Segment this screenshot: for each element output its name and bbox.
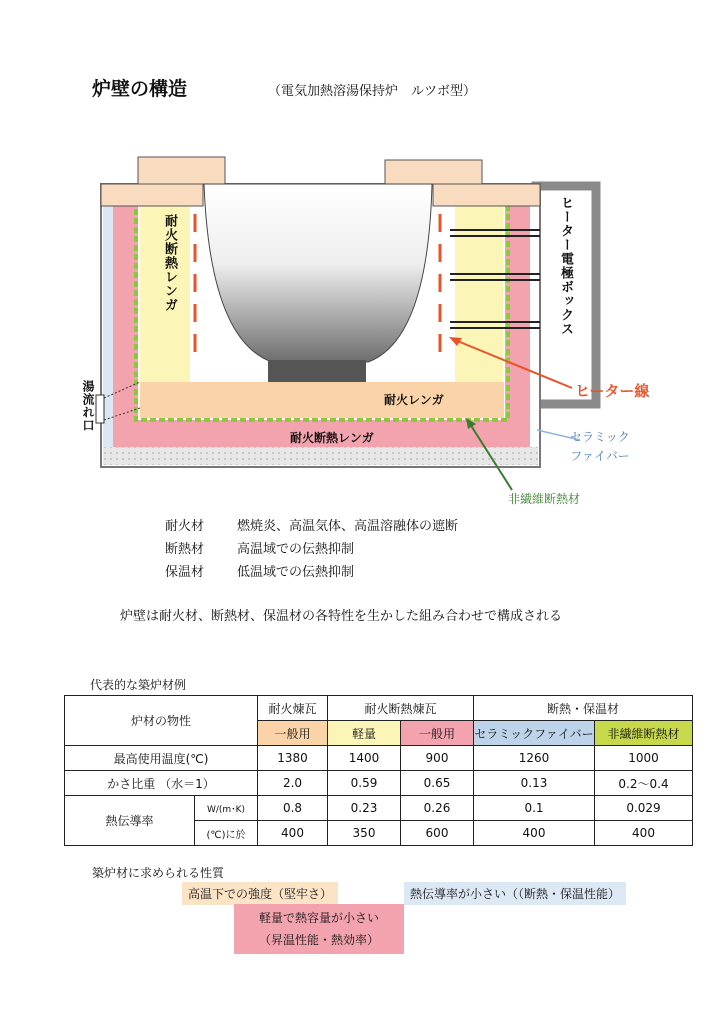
table-cell: 1260 [474, 746, 595, 771]
table-cell: 350 [328, 821, 401, 846]
definition-row [165, 561, 458, 584]
subheader-cell: 一般用 [401, 721, 474, 746]
table-cell: 1000 [595, 746, 693, 771]
definition-row [165, 538, 458, 561]
property-heat-capacity [234, 904, 404, 954]
table-cell: 1380 [258, 746, 328, 771]
unit-cell: W/(m･K) [195, 796, 258, 821]
label-heater-box: ヒーター電極ボックス [558, 196, 573, 336]
refractory-brick-base [140, 382, 504, 418]
lid-left-top [138, 157, 225, 185]
table-cell: 0.65 [401, 771, 474, 796]
property-heat-capacity-main: 軽量で熱容量が小さい [258, 911, 379, 925]
inner-wall-right [455, 206, 503, 382]
label-ceramic-fiber: セラミック ファイバー [570, 430, 630, 463]
label-refractory-brick: 耐火レンガ [384, 393, 444, 407]
label-heater-wire: ヒーター線 [575, 382, 650, 400]
table-cell: 0.23 [328, 796, 401, 821]
table-row [65, 796, 693, 821]
row-label: 熱伝導率 [65, 796, 195, 846]
lid-left [101, 184, 203, 206]
properties-title: 築炉材に求められる性質 [92, 866, 225, 880]
page-subtitle: （電気加熱溶湯保持炉 ルツボ型） [268, 84, 477, 99]
group-header: 耐火煉瓦 [258, 696, 328, 721]
table-row [65, 771, 693, 796]
lid-right [433, 184, 540, 206]
group-header: 断熱・保温材 [474, 696, 693, 721]
table-cell: 0.59 [328, 771, 401, 796]
row-label: 最高使用温度(℃) [65, 746, 258, 771]
row-header-cell: 炉材の物性 [65, 696, 258, 746]
table-cell: 0.8 [258, 796, 328, 821]
table-row [65, 696, 693, 721]
property-conductivity: 熱伝導率が小さい（（断熱・保温性能） [404, 882, 626, 905]
subheader-cell: 軽量 [328, 721, 401, 746]
property-strength: 高温下での強度（堅牢さ） [182, 882, 338, 905]
summary-text: 炉壁は耐火材、断熱材、保温材の各特性を生かした組み合わせで構成される [120, 609, 563, 624]
table-row [65, 746, 693, 771]
definition-term: 保温材 [165, 565, 205, 580]
table-cell: 1400 [328, 746, 401, 771]
ceramic-fiber-bottom [103, 447, 538, 465]
tap-hole [96, 395, 104, 423]
label-non-fibrous: 非繊維断熱材 [508, 492, 581, 506]
table-cell: 2.0 [258, 771, 328, 796]
property-heat-capacity-sub: （昇温性能・熱効率） [258, 933, 379, 947]
lid-right-top [385, 160, 482, 185]
table-cell: 400 [474, 821, 595, 846]
definition-desc: 低温域での伝熱抑制 [237, 565, 355, 580]
definition-term: 断熱材 [165, 542, 205, 557]
material-table [64, 695, 693, 846]
table-cell: 0.13 [474, 771, 595, 796]
table-cell: 0.029 [595, 796, 693, 821]
subheader-cell: 非繊維断熱材 [595, 721, 693, 746]
row-label: かさ比重 （水＝1） [65, 771, 258, 796]
table-cell: 400 [258, 821, 328, 846]
table-cell: 0.1 [474, 796, 595, 821]
table-cell: 400 [595, 821, 693, 846]
table-cell: 0.2～0.4 [595, 771, 693, 796]
page-title: 炉壁の構造 [92, 78, 188, 100]
table-cell: 600 [401, 821, 474, 846]
label-tap-hole: 湯流れ口 [81, 380, 95, 432]
unit-cell: (℃)に於 [195, 821, 258, 846]
crucible-stand [268, 360, 366, 382]
definition-term: 耐火材 [165, 519, 205, 534]
definition-desc: 高温域での伝熱抑制 [237, 542, 355, 557]
table-cell: 900 [401, 746, 474, 771]
table-cell: 0.26 [401, 796, 474, 821]
label-insulating-brick-left: 耐火断熱レンガ [162, 214, 177, 312]
material-definitions [165, 515, 458, 584]
subheader-cell: 一般用 [258, 721, 328, 746]
definition-desc: 燃焼炎、高温気体、高温溶融体の遮断 [237, 519, 459, 534]
definition-row [165, 515, 458, 538]
table-title: 代表的な築炉材例 [90, 678, 187, 692]
group-header: 耐火断熱煉瓦 [328, 696, 474, 721]
label-insulating-brick-bottom: 耐火断熱レンガ [290, 431, 374, 445]
subheader-cell: セラミックファイバー [474, 721, 595, 746]
